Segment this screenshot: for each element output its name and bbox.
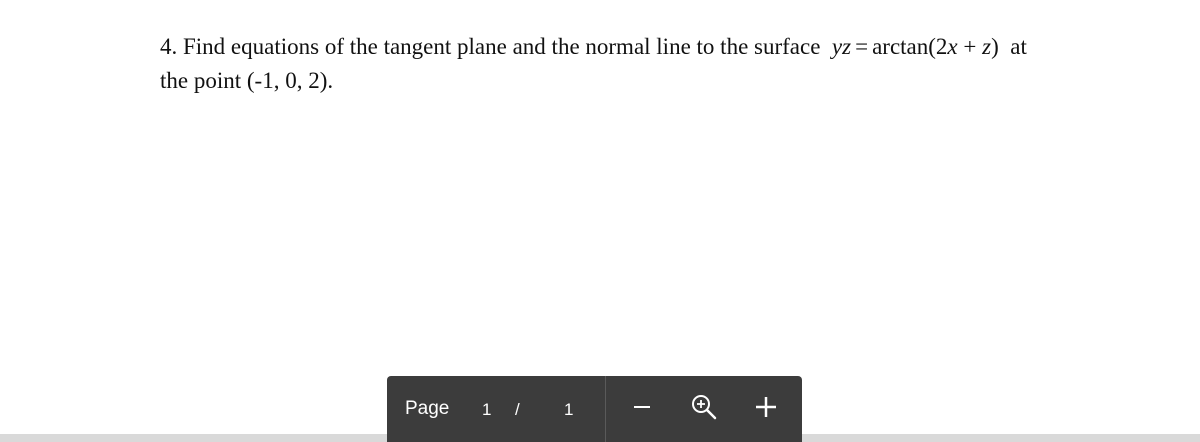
problem-line-1 bbox=[160, 30, 1120, 64]
pdf-toolbar bbox=[387, 376, 802, 442]
equation-z: z bbox=[982, 34, 992, 59]
problem-line-2: the point (-1, 0, 2). bbox=[160, 68, 334, 93]
equation-function: arctan(2 bbox=[872, 34, 948, 59]
problem-text bbox=[160, 30, 1120, 98]
equation-equals: = bbox=[855, 34, 869, 59]
equation-close: ) bbox=[991, 34, 999, 59]
equation-plus: + bbox=[957, 34, 983, 59]
toolbar-divider bbox=[605, 376, 606, 442]
equation-lhs: yz bbox=[831, 34, 852, 59]
zoom-in-icon bbox=[754, 395, 778, 424]
zoom-in-button[interactable] bbox=[749, 392, 783, 426]
total-pages: 1 bbox=[564, 400, 574, 419]
zoom-out-button[interactable] bbox=[625, 392, 659, 426]
problem-statement: 4. Find equations of the tangent plane and the normal line to the surface bbox=[160, 34, 821, 59]
zoom-fit-button[interactable] bbox=[687, 392, 721, 426]
page-separator: / bbox=[515, 400, 520, 419]
problem-line-1-tail: at bbox=[1010, 34, 1027, 59]
equation-x: x bbox=[947, 34, 958, 59]
zoom-out-icon bbox=[631, 396, 653, 423]
current-page-number[interactable]: 1 bbox=[482, 400, 492, 419]
page-label: Page bbox=[405, 398, 450, 419]
zoom-fit-icon bbox=[690, 393, 718, 426]
